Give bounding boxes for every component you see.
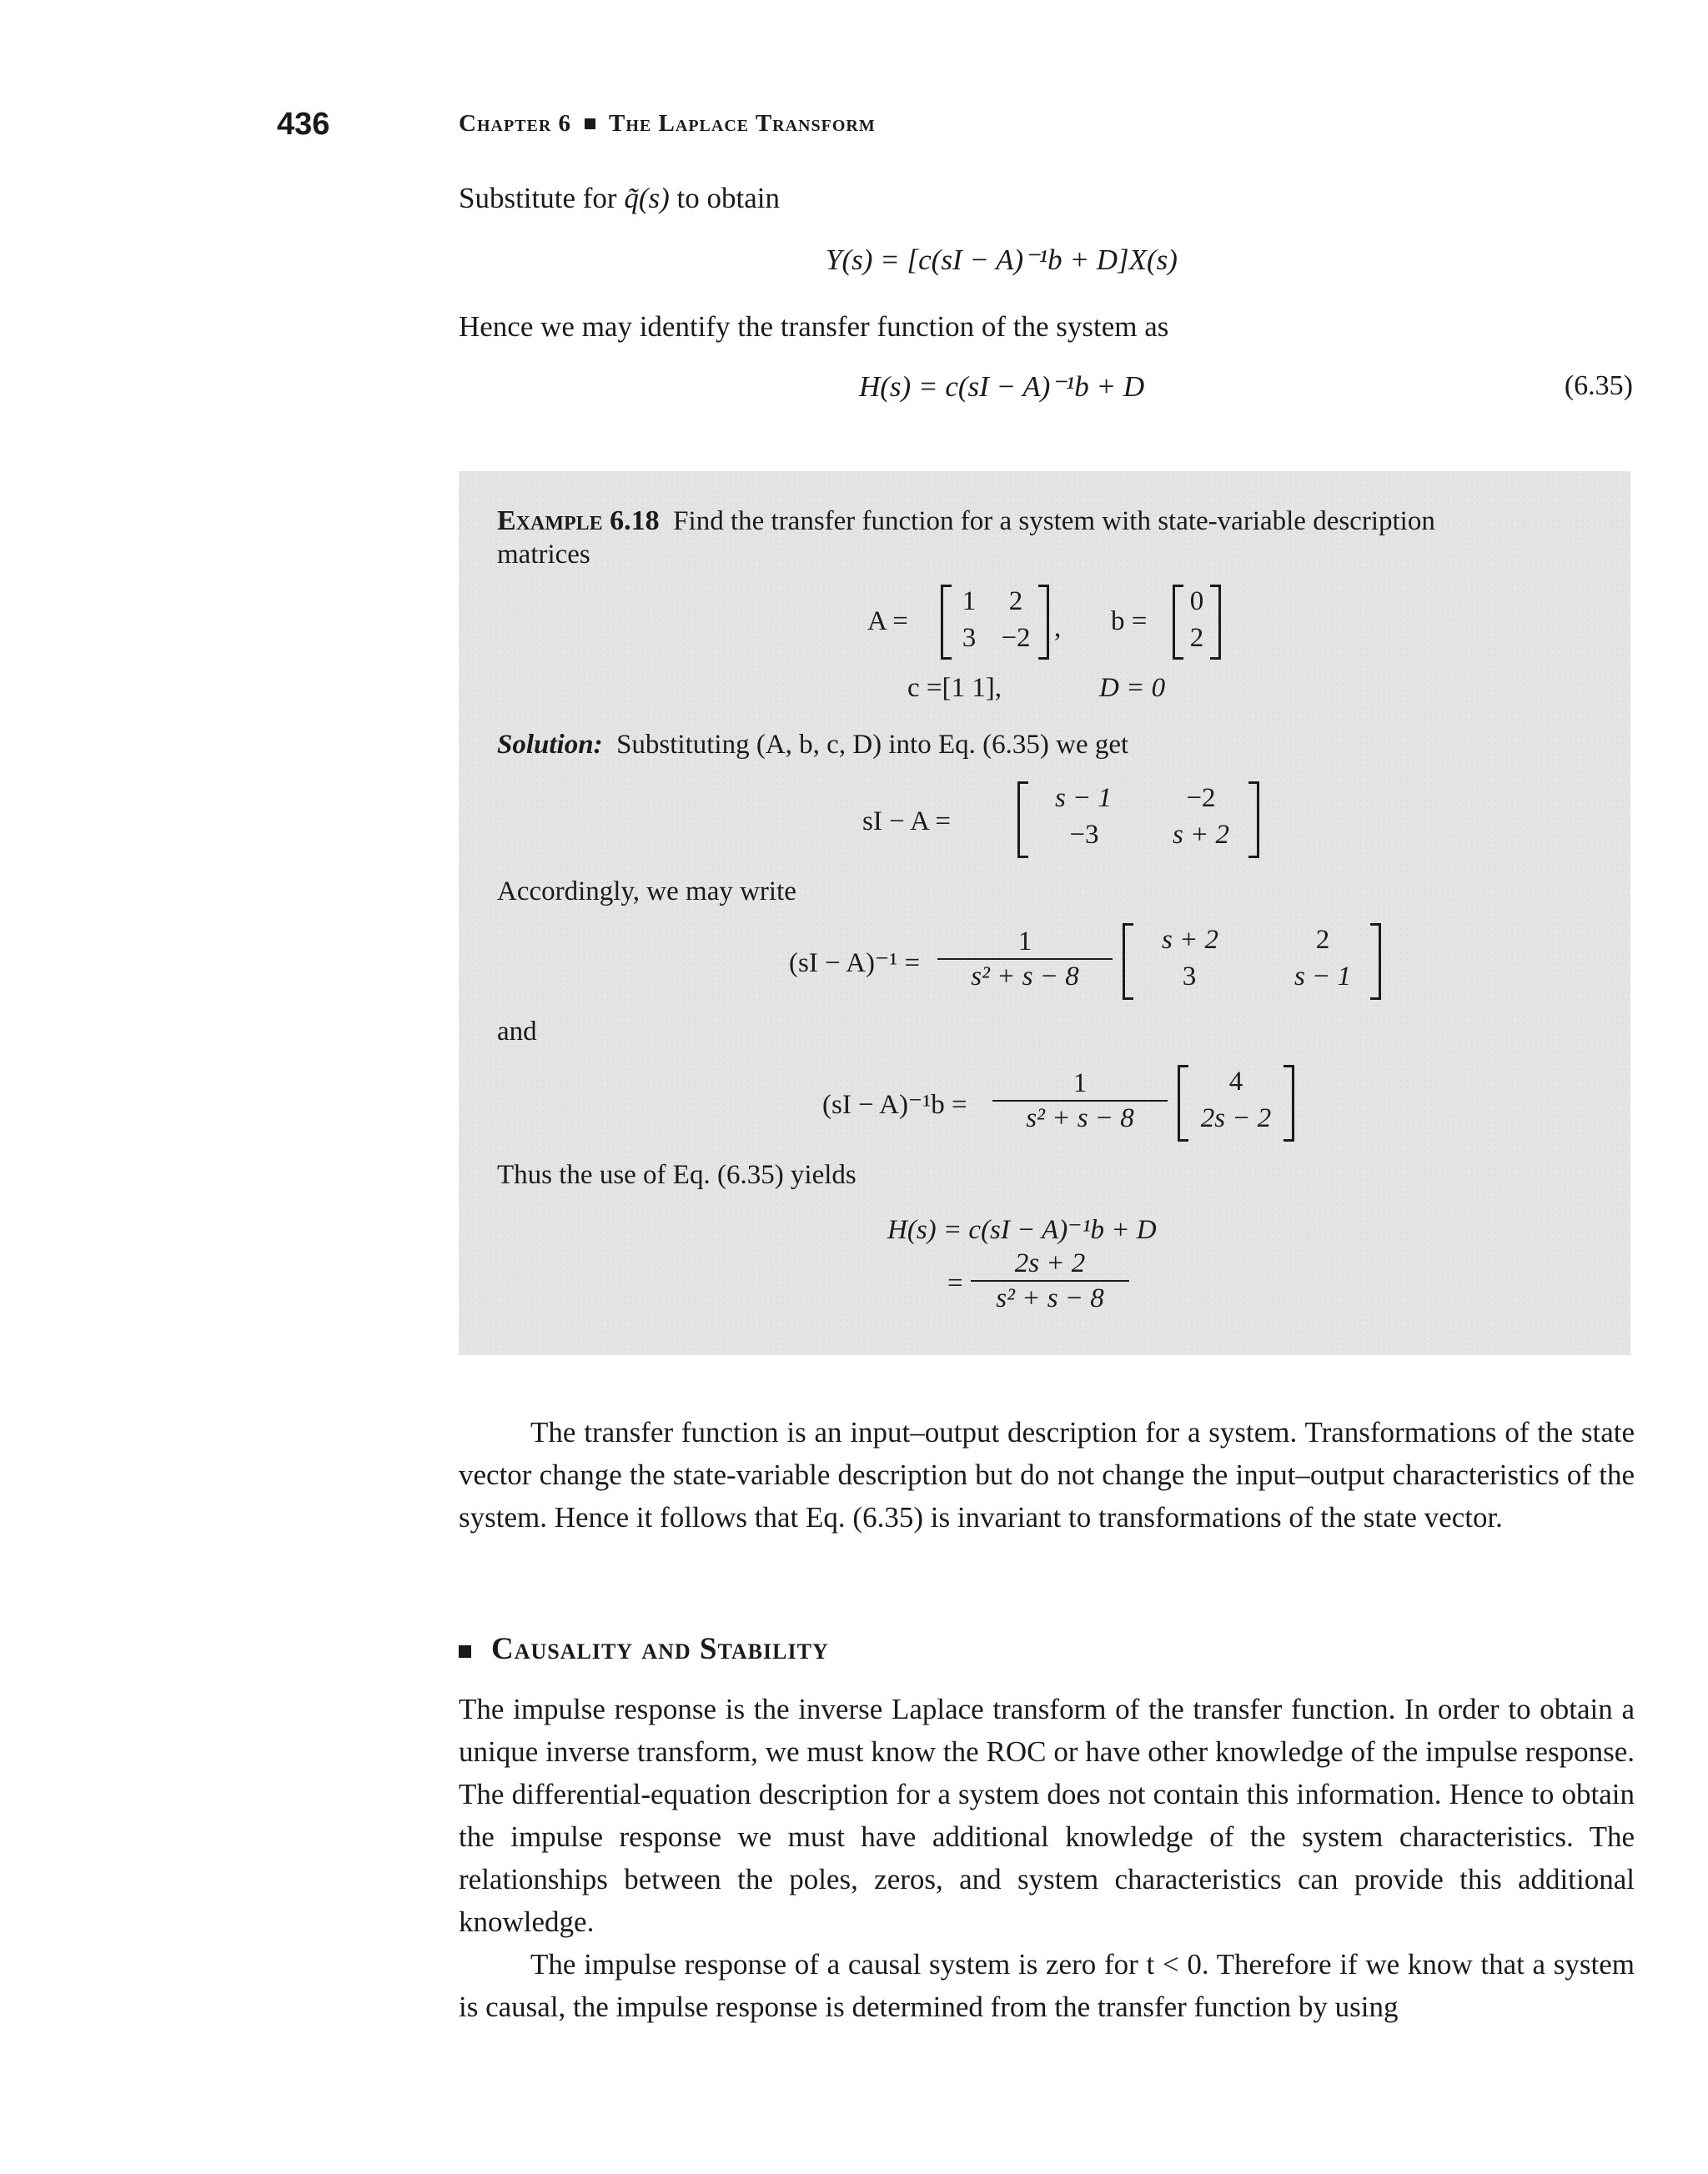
substitute-line: Substitute for q̃(s) to obtain — [459, 182, 780, 214]
b-matrix: 0 2 — [1173, 585, 1221, 660]
paragraph-impulse-response: The impulse response is the inverse Laplace transform of the transfer function. In order to obtain a unique inverse transform, we must know the ROC or have other knowledge of the impulse response. The differential-equation description for a system does not contain this information. Hence to obtain the impulse response we must have additional knowledge of the system characteristics. The relationships between the poles, zeros, and system characteristics can provide this additional knowledge. — [459, 1693, 1635, 1938]
example-statement-line2: matrices — [497, 540, 590, 570]
equation-Y: Y(s) = [c(sI − A)⁻¹b + D]X(s) — [826, 244, 1178, 276]
paragraph-causal: The impulse response of a causal system is zero for t < 0. Therefore if we know that a system is causal, the impulse response is determined from the transfer function by using — [459, 1948, 1635, 2023]
section-heading: Causality and Stability — [459, 1631, 829, 1667]
section-square-icon — [459, 1645, 471, 1658]
inverse-b-matrix: 4 2s − 2 — [1178, 1065, 1294, 1142]
paragraph-invariance: The transfer function is an input–output description for a system. Transformations of the state vector change the state-variable description but do not change the input–output characteristics of the system. Hence it follows that Eq. (6.35) is invariant to transformations of the state vector. — [459, 1416, 1635, 1534]
header-square-icon — [585, 118, 595, 129]
final-fraction: $\frac{2s + 2}{\text{s² + s − 8}}$ — [971, 1247, 1129, 1315]
inverse-fraction: $\frac{1}{\text{s² + s − 8}}$ — [937, 925, 1113, 993]
inverse-label: (sI − A)⁻¹ = — [789, 948, 921, 978]
A-matrix: 1 2 3 −2 — [941, 585, 1049, 660]
accordingly-line: Accordingly, we may write — [497, 876, 796, 906]
inverse-matrix: s + 2 2 3 s − 1 — [1123, 923, 1381, 1000]
q-tilde: q̃(s) — [624, 182, 670, 214]
A-label: A = — [867, 606, 908, 636]
sIA-label: sI − A = — [862, 806, 951, 836]
D-line: D = 0 — [1099, 673, 1166, 703]
inverse-b-fraction: $\frac{1}{\text{s² + s − 8}}$ — [992, 1067, 1168, 1135]
final-H-line: H(s) = c(sI − A)⁻¹b + D — [887, 1215, 1157, 1245]
chapter-label: Chapter 6 — [459, 110, 572, 137]
solution-line: Solution: Substituting (A, b, c, D) into Eq. (6.35) we get — [497, 730, 1129, 760]
example-statement: Example 6.18 Find the transfer function for a system with state-variable description — [497, 505, 1435, 536]
final-equals: = — [947, 1268, 963, 1298]
and-line: and — [497, 1017, 537, 1047]
example-label: Example 6.18 — [497, 505, 660, 536]
inverse-b-label: (sI − A)⁻¹b = — [822, 1090, 967, 1120]
equation-H: H(s) = c(sI − A)⁻¹b + D — [859, 370, 1145, 403]
hence-line: Hence we may identify the transfer function of the system as — [459, 310, 1169, 343]
b-label: b = — [1111, 606, 1148, 636]
thus-line: Thus the use of Eq. (6.35) yields — [497, 1160, 857, 1190]
c-line: c =[1 1], — [907, 673, 1002, 703]
sIA-matrix: s − 1 −2 −3 s + 2 — [1017, 781, 1259, 858]
example-box: Example 6.18 Find the transfer function for a system with state-variable description matrices A = 1 2 3 −2 , b = 0 2 c =[1 1], D = 0 Solution: Substituting (A, b, c, D) into Eq. (6.35) we get sI − A = s − 1 −2 −3 s + 2 Accordingly, we may write (sI − A)⁻¹ = $\frac{1}{\text{s² + s − 8}}$ s + 2 2 3 s − 1 and (sI − A)⁻¹b = $\frac{1}{\text{s² + s − 8}}$ 4 2s − 2 Thus the use of Eq. (6.35) yields H(s) = c(sI − A)⁻¹b + D = $\frac{2s + 2}{\text{s² + s − 8}}$ — [459, 471, 1630, 1355]
chapter-title: The Laplace Transform — [609, 110, 876, 137]
running-header — [459, 110, 876, 138]
page-number: 436 — [277, 107, 330, 142]
equation-number: (6.35) — [1564, 370, 1633, 401]
